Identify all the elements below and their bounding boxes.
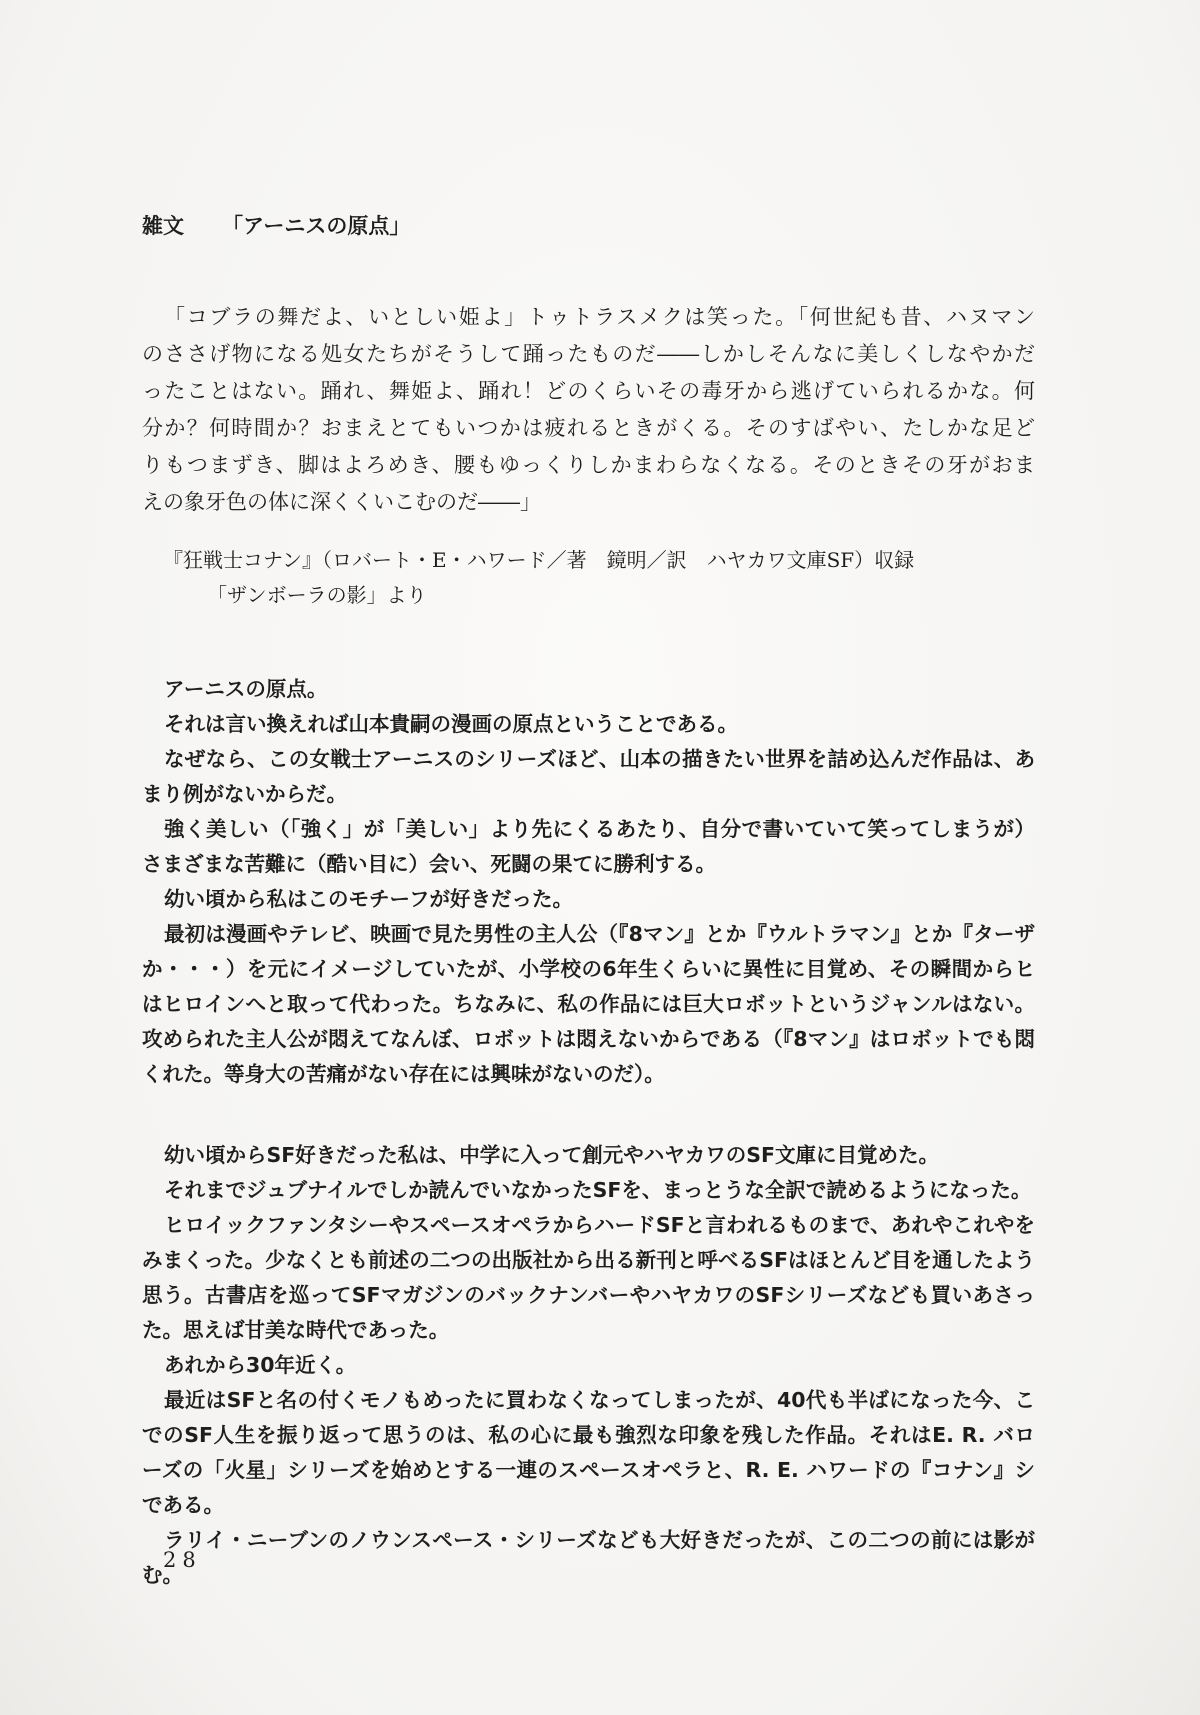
paragraph-line: まり例がないからだ。: [142, 782, 347, 806]
paragraph-line: 思う。古書店を巡ってSFマガジンのバックナンバーやハヤカワのSFシリーズなども買いあさっ: [142, 1283, 1035, 1307]
paragraph-line: である。: [142, 1493, 224, 1517]
paragraph-line: それは言い換えれば山本貴嗣の漫画の原点ということである。: [164, 712, 738, 736]
paragraph-line: はヒロインへと取って代わった。ちなみに、私の作品には巨大ロボットというジャンルはない。: [142, 992, 1035, 1016]
quote-line: のささげ物になる処女たちがそうして踊ったものだ――しかしそんなに美しくしなやかだ: [142, 342, 1035, 366]
paragraph-line: む。: [142, 1563, 183, 1587]
citation-line: 「ザンボーラの影」より: [207, 583, 427, 607]
paragraph-line: た。思えば甘美な時代であった。: [142, 1318, 450, 1342]
paragraph-line: さまざまな苦難に（酷い目に）会い、死闘の果てに勝利する。: [142, 852, 716, 876]
paragraph-line: 最近はSFと名の付くモノもめったに買わなくなってしまったが、40代も半ばになった今、こ: [164, 1388, 1035, 1412]
epigraph-quote: [142, 299, 1035, 521]
quote-line: 分か？何時間か？おまえとてもいつかは疲れるときがくる。そのすばやい、たしかな足ど: [142, 416, 1035, 440]
paragraph-line: それまでジュブナイルでしか読んでいなかったSFを、まっとうな全訳で読めるようになった。: [164, 1178, 1032, 1202]
paragraph-line: 幼い頃からSF好きだった私は、中学に入って創元やハヤカワのSF文庫に目覚めた。: [164, 1143, 940, 1167]
paragraph-line: でのSF人生を振り返って思うのは、私の心に最も強烈な印象を残した作品。それはE. R. バロ: [142, 1423, 1035, 1447]
paragraph-line: 幼い頃から私はこのモチーフが好きだった。: [164, 887, 573, 911]
paragraph-line: ーズの「火星」シリーズを始めとする一連のスペースオペラと、R. E. ハワードの『コナン』シ: [142, 1458, 1035, 1482]
body-section-2: [142, 1138, 1035, 1593]
quote-line: 「コブラの舞だよ、いとしい姫よ」トゥトラスメクは笑った。「何世紀も昔、ハヌマン: [164, 305, 1035, 329]
paragraph-line: か・・・）を元にイメージしていたが、小学校の6年生くらいに異性に目覚め、その瞬間からヒ: [142, 957, 1035, 981]
paragraph-line: アーニスの原点。: [164, 677, 328, 701]
page-number: 28: [163, 1548, 202, 1572]
article-heading: [142, 210, 410, 240]
paragraph-line: なぜなら、この女戦士アーニスのシリーズほど、山本の描きたい世界を詰め込んだ作品は、あ: [164, 747, 1035, 771]
article-title: 「アーニスの原点」: [222, 214, 411, 238]
paragraph-line: あれから30年近く。: [164, 1353, 357, 1377]
paragraph-line: ヒロイックファンタシーやスペースオペラからハードSFと言われるものまで、あれやこれやを: [164, 1213, 1035, 1237]
epigraph-citation: [163, 543, 1035, 613]
paragraph-line: みまくった。少なくとも前述の二つの出版社から出る新刊と呼べるSFはほとんど目を通したよう: [142, 1248, 1035, 1272]
paragraph-line: ラリイ・ニーブンのノウンスペース・シリーズなども大好きだったが、この二つの前には影が: [164, 1528, 1035, 1552]
body-section-1: [142, 672, 1035, 1092]
paragraph-line: 攻められた主人公が悶えてなんぼ、ロボットは悶えないからである（『8マン』はロボットでも悶: [142, 1027, 1035, 1051]
paragraph-line: 最初は漫画やテレビ、映画で見た男性の主人公（『8マン』とか『ウルトラマン』とか『ターザ: [164, 922, 1035, 946]
quote-line: りもつまずき、脚はよろめき、腰もゆっくりしかまわらなくなる。そのときその牙がおま: [142, 453, 1035, 477]
quote-line: ったことはない。踊れ、舞姫よ、踊れ！どのくらいその毒牙から逃げていられるかな。何: [142, 379, 1035, 403]
quote-line: えの象牙色の体に深くくいこむのだ――」: [142, 490, 541, 514]
paragraph-line: くれた。等身大の苦痛がない存在には興味がないのだ）。: [142, 1062, 665, 1086]
paragraph-line: 強く美しい（「強く」が「美しい」より先にくるあたり、自分で書いていて笑ってしまうが）: [164, 817, 1035, 841]
article-category: 雑文: [142, 214, 184, 238]
citation-line: 『狂戦士コナン』（ロバート・E・ハワード／著 鏡明／訳 ハヤカワ文庫SF）収録: [163, 548, 915, 572]
